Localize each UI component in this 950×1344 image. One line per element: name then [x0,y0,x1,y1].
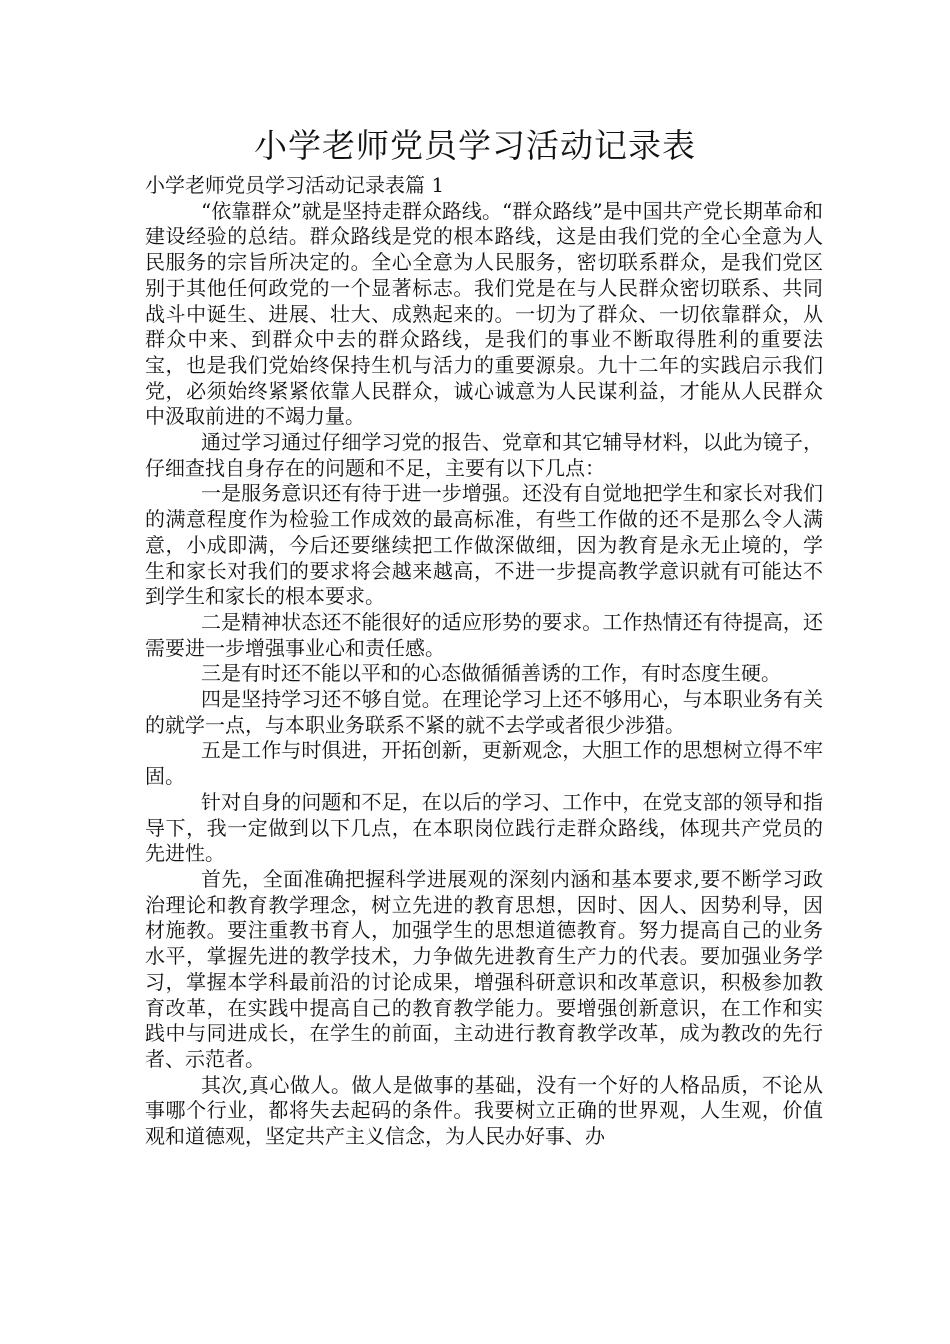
paragraph: 二是精神状态还不能很好的适应形势的要求。工作热情还有待提高，还需要进一步增强事业心和责任感。 [145,609,823,660]
paragraph: 首先，全面准确把握科学进展观的深刻内涵和基本要求,要不断学习政治理论和教育教学理念，树立先进的教育思想，因时、因人、因势利导，因材施教。要注重教书育人，加强学生的思想道德教育。努力提高自己的业务水平，掌握先进的教学技术，力争做先进教育生产力的代表。要加强业务学习，掌握本学科最前沿的讨论成果，增强科研意识和改革意识，积极参加教育改革，在实践中提高自己的教育教学能力。要增强创新意识，在工作和实践中与同进成长，在学生的前面，主动进行教育教学改革，成为教改的先行者、示范者。 [145,866,823,1071]
document-title: 小学老师党员学习活动记录表 [254,126,696,165]
paragraph: 其次,真心做人。做人是做事的基础，没有一个好的人格品质，不论从事哪个行业，都将失去起码的条件。我要树立正确的世界观，人生观，价值观和道德观，坚定共产主义信念，为人民办好事、办 [145,1072,823,1149]
paragraph: “依靠群众”就是坚持走群众路线。“群众路线”是中国共产党长期革命和建设经验的总结。群众路线是党的根本路线，这是由我们党的全心全意为人民服务的宗旨所决定的。全心全意为人民服务，密切联系群众，是我们党区别于其他任何政党的一个显著标志。我们党是在与人民群众密切联系、共同战斗中诞生、进展、壮大、成熟起来的。一切为了群众、一切依靠群众，从群众中来、到群众中去的群众路线，是我们的事业不断取得胜利的重要法宝，也是我们党始终保持生机与活力的重要源泉。九十二年的实践启示我们党，必须始终紧紧依靠人民群众，诚心诚意为人民谋利益，才能从人民群众中汲取前进的不竭力量。 [145,198,823,429]
paragraph: 三是有时还不能以平和的心态做循循善诱的工作，有时态度生硬。 [201,661,781,686]
document-body [145,173,823,1150]
paragraph: 通过学习通过仔细学习党的报告、党章和其它辅导材料，以此为镜子，仔细查找自身存在的问题和不足，主要有以下几点： [145,430,823,480]
section-heading: 小学老师党员学习活动记录表篇 1 [145,173,445,197]
paragraph: 针对自身的问题和不足，在以后的学习、工作中，在党支部的领导和指导下，我一定做到以下几点，在本职岗位践行走群众路线，体现共产党员的先进性。 [145,789,823,866]
paragraph: 一是服务意识还有待于进一步增强。还没有自觉地把学生和家长对我们的满意程度作为检验工作成效的最高标准，有些工作做的还不是那么令人满意，小成即满，今后还要继续把工作做深做细，因为教育是永无止境的，学生和家长对我们的要求将会越来越高，不进一步提高教学意识就有可能达不到学生和家长的根本要求。 [145,481,823,609]
paragraph: 四是坚持学习还不够自觉。在理论学习上还不够用心，与本职业务有关的就学一点，与本职业务联系不紧的就不去学或者很少涉猎。 [145,687,823,737]
paragraph: 五是工作与时俱进，开拓创新，更新观念，大胆工作的思想树立得不牢固。 [145,738,823,789]
